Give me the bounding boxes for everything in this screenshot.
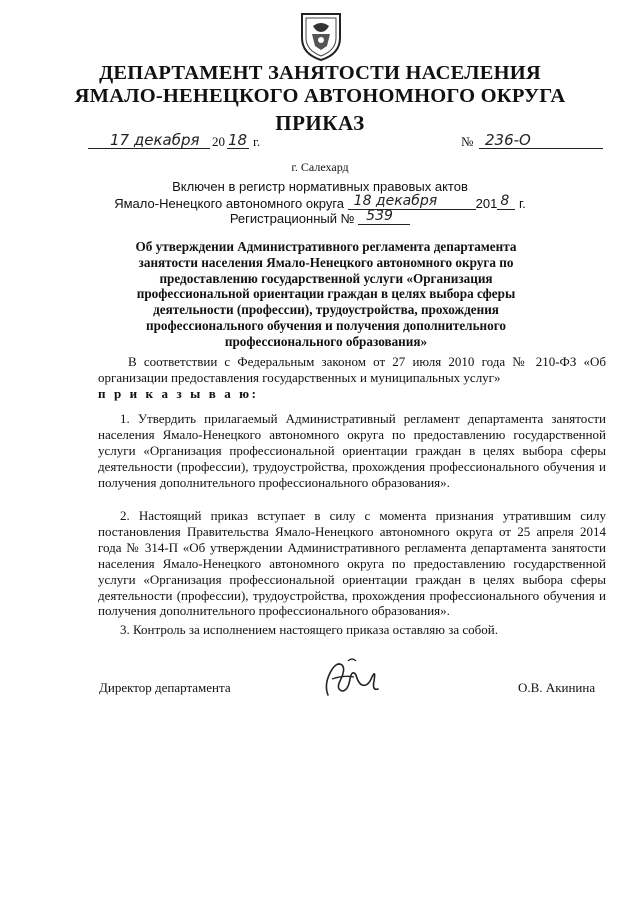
- order-date-day-month: 17 декабря: [110, 131, 200, 149]
- order-number-label: №: [461, 134, 474, 149]
- handwritten-signature-icon: [318, 655, 384, 703]
- preamble: В соответствии с Федеральным законом от 27 июля 2010 года № 210-ФЗ «Об организации предоставления государственных и муниципальных услуг»: [98, 354, 606, 385]
- order-number: [461, 133, 611, 153]
- order-date-year-suffix: 18: [228, 131, 248, 149]
- registration-number: 539: [366, 208, 393, 224]
- order-date: [88, 133, 288, 153]
- registration-year-prefix: 201: [475, 196, 498, 211]
- city: г. Салехард: [291, 160, 349, 174]
- registration-line1: Включен в регистр нормативных правовых актов: [172, 179, 468, 194]
- registration-year-suffix: 8: [500, 193, 510, 209]
- signatory-name: О.В. Акинина: [518, 680, 596, 695]
- registration-region: Ямало-Ненецкого автономного округа: [114, 196, 345, 211]
- order-number-value: 236-О: [485, 131, 531, 149]
- registration-line2: [0, 193, 640, 211]
- order-item-3: 3. Контроль за исполнением настоящего приказа оставляю за собой.: [120, 622, 498, 637]
- registration-year-unit: г.: [518, 196, 526, 211]
- order-item-2: 2. Настоящий приказ вступает в силу с момента признания утратившим силу постановления Правительства Ямало-Ненецкого автономного округа от 25 апреля 2014 года № 314-П «Об утверждении Административного регламента департамента занятости населения Ямало-Ненецкого автономного округа по предоставлению государственной услуги «Организация профессиональной ориентации граждан в целях выбора сферы деятельности (профессии), трудоустройства, прохождения профессионального обучения и получения дополнительного профессионального образования».: [98, 508, 606, 619]
- order-date-year-prefix: 20: [212, 134, 225, 149]
- document-type: ПРИКАЗ: [275, 111, 365, 135]
- registration-date: 18 декабря: [353, 193, 438, 209]
- coat-of-arms-icon: [298, 10, 344, 62]
- signatory-position: Директор департамента: [99, 680, 231, 695]
- order-date-year-unit: г.: [253, 134, 261, 149]
- registration-line3: [0, 208, 640, 226]
- order-word: п р и к а з ы в а ю:: [98, 386, 259, 401]
- order-item-1: 1. Утвердить прилагаемый Административный регламент департамента занятости населения Ямало-Ненецкого автономного округа по предоставлению государственной услуги «Организация профессиональной ориентации граждан в целях выбора сферы деятельности (профессии), трудоустройства, прохождения профессионального обучения и получения дополнительного профессионального образования».: [98, 411, 606, 490]
- document-title: Об утверждении Административного регламента департамента занятости населения Ямало-Ненецкого автономного округа по предоставлению государственной услуги «Организация профессиональной ориентации граждан в целях выбора сферы деятельности (профессии), трудоустройства, прохождения профессионального обучения и получения дополнительного профессионального образования»: [135, 239, 517, 349]
- registration-number-label: Регистрационный №: [229, 211, 355, 226]
- org-name-line1: ДЕПАРТАМЕНТ ЗАНЯТОСТИ НАСЕЛЕНИЯ: [99, 62, 541, 84]
- org-name-line2: ЯМАЛО-НЕНЕЦКОГО АВТОНОМНОГО ОКРУГА: [74, 85, 566, 107]
